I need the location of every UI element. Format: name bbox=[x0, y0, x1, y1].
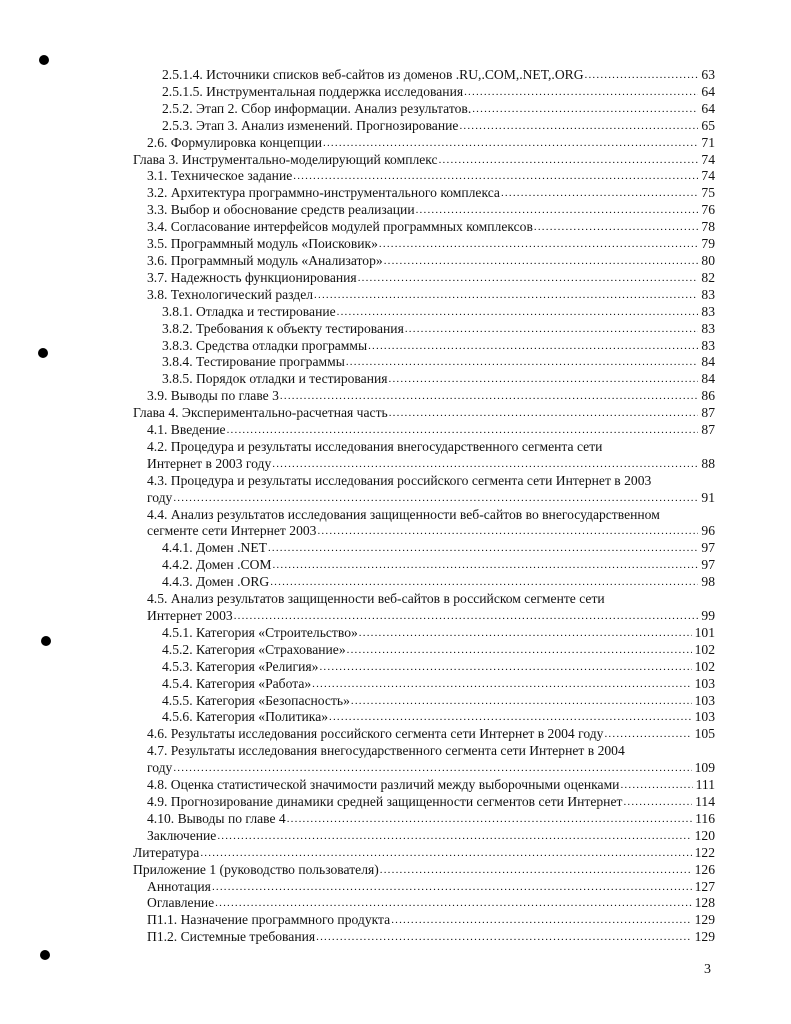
toc-entry-title: 2.5.3. Этап 3. Анализ изменений. Прогнозирование bbox=[162, 117, 459, 133]
toc-entry bbox=[133, 540, 715, 557]
toc-entry bbox=[133, 185, 715, 202]
toc-entry-title: 3.9. Выводы по главе 3 bbox=[147, 388, 279, 404]
toc-page-number: 64 bbox=[701, 100, 715, 116]
toc-page-number: 76 bbox=[701, 202, 715, 218]
toc-page-number: 105 bbox=[694, 726, 715, 742]
toc-page-number: 129 bbox=[694, 929, 715, 945]
toc-entry-title: Глава 3. Инструментально-моделирующий комплекс bbox=[133, 151, 438, 167]
dot-leader bbox=[234, 608, 699, 625]
toc-chapter-entry bbox=[133, 405, 715, 422]
dot-leader bbox=[389, 371, 699, 388]
toc-entry bbox=[133, 659, 715, 676]
toc-entry-title: 3.8. Технологический раздел bbox=[147, 286, 314, 302]
dot-leader bbox=[293, 168, 698, 185]
toc-entry-title: 4.5.4. Категория «Работа» bbox=[162, 675, 312, 691]
toc-page-number: 103 bbox=[694, 709, 715, 725]
dot-leader bbox=[280, 388, 698, 405]
toc-page-number: 103 bbox=[694, 692, 715, 708]
toc-entry bbox=[133, 338, 715, 355]
toc-entry-title: Приложение 1 (руководство пользователя) bbox=[133, 861, 379, 877]
toc-entry-title-line1: 4.2. Процедура и результаты исследования внегосударственного сегмента сети bbox=[147, 438, 603, 454]
toc-entry bbox=[133, 135, 715, 152]
dot-leader bbox=[464, 84, 698, 101]
dot-leader bbox=[173, 760, 691, 777]
toc-page-number: 84 bbox=[701, 371, 715, 387]
toc-entry-title: 4.9. Прогнозирование динамики средней защищенности сегментов сети Интернет bbox=[147, 793, 623, 809]
dot-leader bbox=[329, 709, 692, 726]
toc-entry bbox=[133, 777, 715, 794]
toc-page-number: 64 bbox=[701, 83, 715, 99]
toc-entry-title-line2: сегменте сети Интернет 2003 bbox=[147, 523, 317, 539]
dot-leader bbox=[359, 625, 692, 642]
dot-leader bbox=[272, 557, 698, 574]
toc-entry-title: 4.10. Выводы по главе 4 bbox=[147, 810, 286, 826]
toc-entry-title: 3.8.1. Отладка и тестирование bbox=[162, 303, 336, 319]
toc-entry bbox=[133, 67, 715, 84]
toc-entry-title: 2.6. Формулировка концепции bbox=[147, 134, 323, 150]
dot-leader bbox=[472, 101, 698, 118]
toc-entry bbox=[133, 321, 715, 338]
toc-entry-title: 2.5.1.5. Инструментальная поддержка исследования bbox=[162, 83, 464, 99]
toc-entry-title: 3.6. Программный модуль «Анализатор» bbox=[147, 252, 383, 268]
toc-page-number: 75 bbox=[701, 185, 715, 201]
toc-entry-title: 3.8.4. Тестирование программы bbox=[162, 354, 345, 370]
toc-page-number: 97 bbox=[701, 540, 715, 556]
toc-entry-title: 3.8.2. Требования к объекту тестирования bbox=[162, 320, 404, 336]
toc-entry-title: 4.5.1. Категория «Строительство» bbox=[162, 624, 358, 640]
toc-page-number: 96 bbox=[701, 523, 715, 539]
toc-entry-title-line2: году bbox=[147, 760, 173, 776]
binding-hole-dot-icon bbox=[38, 348, 48, 358]
toc-entry-title: 4.4.3. Домен .ORG bbox=[162, 574, 270, 590]
toc-chapter-entry bbox=[133, 152, 715, 169]
toc-entry-title: П1.2. Системные требования bbox=[147, 929, 316, 945]
toc-page-number: 129 bbox=[694, 912, 715, 928]
dot-leader bbox=[389, 405, 699, 422]
toc-entry bbox=[133, 118, 715, 135]
dot-leader bbox=[215, 895, 691, 912]
toc-page-number: 71 bbox=[701, 134, 715, 150]
toc-page-number: 128 bbox=[694, 895, 715, 911]
toc-page-number: 83 bbox=[701, 337, 715, 353]
toc-entry-title: 3.3. Выбор и обоснование средств реализации bbox=[147, 202, 415, 218]
dot-leader bbox=[439, 152, 699, 169]
toc-page-number: 87 bbox=[701, 405, 715, 421]
toc-page-number: 114 bbox=[695, 793, 715, 809]
toc-entry bbox=[133, 270, 715, 287]
toc-page-number: 97 bbox=[701, 557, 715, 573]
dot-leader bbox=[501, 185, 698, 202]
toc-entry bbox=[133, 354, 715, 371]
toc-entry bbox=[133, 591, 715, 625]
toc-entry bbox=[133, 371, 715, 388]
toc-entry bbox=[133, 743, 715, 777]
dot-leader bbox=[200, 845, 691, 862]
dot-leader bbox=[604, 726, 691, 743]
toc-entry bbox=[133, 642, 715, 659]
dot-leader bbox=[358, 270, 699, 287]
toc-page-number: 79 bbox=[701, 236, 715, 252]
dot-leader bbox=[368, 338, 698, 355]
toc-page-number: 102 bbox=[694, 658, 715, 674]
toc-entry-title: 3.1. Техническое задание bbox=[147, 168, 293, 184]
toc-page-number: 111 bbox=[695, 777, 715, 793]
dot-leader bbox=[620, 777, 692, 794]
dot-leader bbox=[347, 642, 692, 659]
dot-leader bbox=[270, 574, 698, 591]
toc-page-number: 82 bbox=[701, 269, 715, 285]
dot-leader bbox=[287, 811, 692, 828]
toc-entry bbox=[133, 422, 715, 439]
toc-entry-title-line1: 4.5. Анализ результатов защищенности веб-сайтов в российском сегменте сети bbox=[147, 591, 605, 607]
toc-chapter-entry bbox=[133, 845, 715, 862]
binding-hole-dot-icon bbox=[40, 950, 50, 960]
toc-entry-title-line2: Интернет 2003 bbox=[147, 608, 233, 623]
dot-leader bbox=[534, 219, 699, 236]
dot-leader bbox=[212, 879, 692, 896]
toc-entry bbox=[133, 439, 715, 473]
toc-entry bbox=[133, 625, 715, 642]
toc-page-number: 91 bbox=[701, 489, 715, 505]
toc-entry bbox=[133, 473, 715, 507]
toc-entry bbox=[133, 693, 715, 710]
toc-page-number: 101 bbox=[694, 624, 715, 640]
toc-page-number: 74 bbox=[701, 151, 715, 167]
toc-page-number: 126 bbox=[694, 861, 715, 877]
dot-leader bbox=[337, 304, 699, 321]
toc-entry-title: 3.7. Надежность функционирования bbox=[147, 269, 357, 285]
toc-entry-title: 4.1. Введение bbox=[147, 422, 226, 438]
toc-entry-title: 3.8.3. Средства отладки программы bbox=[162, 337, 368, 353]
toc-entry-title: 4.4.2. Домен .COM bbox=[162, 557, 272, 573]
toc-page-number: 80 bbox=[701, 252, 715, 268]
dot-leader bbox=[405, 321, 699, 338]
toc-entry bbox=[133, 168, 715, 185]
toc-page-number: 74 bbox=[701, 168, 715, 184]
toc-entry-title: 4.8. Оценка статистической значимости различий между выборочными оценками bbox=[147, 777, 620, 793]
toc-entry-title: Аннотация bbox=[147, 878, 211, 894]
toc-entry bbox=[133, 811, 715, 828]
dot-leader bbox=[272, 456, 698, 473]
dot-leader bbox=[379, 236, 698, 253]
dot-leader bbox=[316, 929, 691, 946]
toc-entry-title-line2: году bbox=[147, 489, 173, 505]
toc-entry-title: Глава 4. Экспериментально-расчетная часть bbox=[133, 405, 388, 421]
toc-entry bbox=[133, 304, 715, 321]
toc-page-number: 65 bbox=[701, 117, 715, 133]
toc-entry-title-line1: 4.7. Результаты исследования внегосударственного сегмента сети Интернет в 2004 bbox=[147, 743, 625, 759]
toc-chapter-entry bbox=[133, 862, 715, 879]
dot-leader bbox=[319, 659, 691, 676]
toc-entry-title-line1: 4.4. Анализ результатов исследования защищенности веб-сайтов во внегосударственном bbox=[147, 506, 660, 522]
toc-page-number: 127 bbox=[694, 878, 715, 894]
toc-page-number: 83 bbox=[701, 320, 715, 336]
toc-page-number: 63 bbox=[701, 67, 715, 82]
toc-entry bbox=[133, 388, 715, 405]
toc-page-number: 109 bbox=[694, 760, 715, 776]
toc-entry-title: 4.4.1. Домен .NET bbox=[162, 540, 267, 556]
toc-entry bbox=[133, 253, 715, 270]
toc-entry bbox=[133, 202, 715, 219]
toc-page-number: 86 bbox=[701, 388, 715, 404]
toc-entry-title: 3.4. Согласование интерфейсов модулей программных комплексов bbox=[147, 219, 533, 235]
dot-leader bbox=[314, 287, 698, 304]
toc-entry bbox=[133, 219, 715, 236]
dot-leader bbox=[585, 67, 699, 84]
dot-leader bbox=[268, 540, 698, 557]
toc-page-number: 88 bbox=[701, 455, 715, 471]
dot-leader bbox=[623, 794, 692, 811]
toc-entry bbox=[133, 287, 715, 304]
toc-page-number: 84 bbox=[701, 354, 715, 370]
dot-leader bbox=[317, 523, 698, 540]
toc-entry bbox=[133, 574, 715, 591]
toc-page-number: 103 bbox=[694, 675, 715, 691]
toc-entry bbox=[133, 101, 715, 118]
dot-leader bbox=[312, 676, 691, 693]
dot-leader bbox=[384, 253, 699, 270]
toc-entry bbox=[133, 828, 715, 845]
dot-leader bbox=[351, 693, 692, 710]
toc-entry-title: 4.5.6. Категория «Политика» bbox=[162, 709, 329, 725]
toc-entry bbox=[133, 507, 715, 541]
dot-leader bbox=[380, 862, 692, 879]
toc-entry-title: 4.5.3. Категория «Религия» bbox=[162, 658, 319, 674]
dot-leader bbox=[217, 828, 691, 845]
binding-hole-dot-icon bbox=[39, 55, 49, 65]
toc-page-number: 83 bbox=[701, 286, 715, 302]
toc-entry-title: П1.1. Назначение программного продукта bbox=[147, 912, 391, 928]
dot-leader bbox=[227, 422, 699, 439]
toc-page-number: 83 bbox=[701, 303, 715, 319]
toc-page-number: 98 bbox=[701, 574, 715, 590]
toc-entry-title: 4.5.2. Категория «Страхование» bbox=[162, 641, 346, 657]
toc-page-number: 116 bbox=[695, 810, 715, 826]
toc-entry bbox=[133, 236, 715, 253]
page-number: 3 bbox=[704, 962, 711, 977]
toc-entry-title: Заключение bbox=[147, 827, 217, 843]
toc-page-number: 122 bbox=[694, 844, 715, 860]
toc-page-number: 99 bbox=[701, 608, 715, 623]
toc-page-number: 78 bbox=[701, 219, 715, 235]
toc-entry-title: 3.8.5. Порядок отладки и тестирования bbox=[162, 371, 388, 387]
toc-entry bbox=[133, 676, 715, 693]
toc-entry-title: 3.2. Архитектура программно-инструментального комплекса bbox=[147, 185, 500, 201]
toc-entry-title: 2.5.2. Этап 2. Сбор информации. Анализ результатов. bbox=[162, 100, 472, 116]
toc-entry bbox=[133, 879, 715, 896]
toc-page-number: 102 bbox=[694, 641, 715, 657]
toc-entry bbox=[133, 929, 715, 946]
toc-entry bbox=[133, 84, 715, 101]
toc-entry-title: Оглавление bbox=[147, 895, 215, 911]
toc-entry bbox=[133, 912, 715, 929]
binding-hole-dot-icon bbox=[41, 636, 51, 646]
toc-entry-title: 2.5.1.4. Источники списков веб-сайтов из доменов .RU,.COM,.NET,.ORG bbox=[162, 67, 584, 82]
toc-entry-title-line1: 4.3. Процедура и результаты исследования российского сегмента сети Интернет в 2003 bbox=[147, 472, 652, 488]
dot-leader bbox=[323, 135, 698, 152]
dot-leader bbox=[173, 490, 698, 507]
toc-entry-title: 4.5.5. Категория «Безопасность» bbox=[162, 692, 350, 708]
toc-entry bbox=[133, 895, 715, 912]
toc-entry-title: 4.6. Результаты исследования российского сегмента сети Интернет в 2004 году bbox=[147, 726, 604, 742]
dot-leader bbox=[346, 354, 699, 371]
toc-entry bbox=[133, 726, 715, 743]
toc-entry bbox=[133, 557, 715, 574]
toc-entry bbox=[133, 794, 715, 811]
table-of-contents bbox=[133, 67, 715, 946]
toc-page-number: 87 bbox=[701, 422, 715, 438]
dot-leader bbox=[416, 202, 699, 219]
toc-entry-title: Литература bbox=[133, 844, 200, 860]
toc-page-number: 120 bbox=[694, 827, 715, 843]
dot-leader bbox=[459, 118, 698, 135]
toc-entry-title: 3.5. Программный модуль «Поисковик» bbox=[147, 236, 378, 252]
toc-entry bbox=[133, 709, 715, 726]
dot-leader bbox=[391, 912, 691, 929]
toc-entry-title-line2: Интернет в 2003 году bbox=[147, 455, 272, 471]
